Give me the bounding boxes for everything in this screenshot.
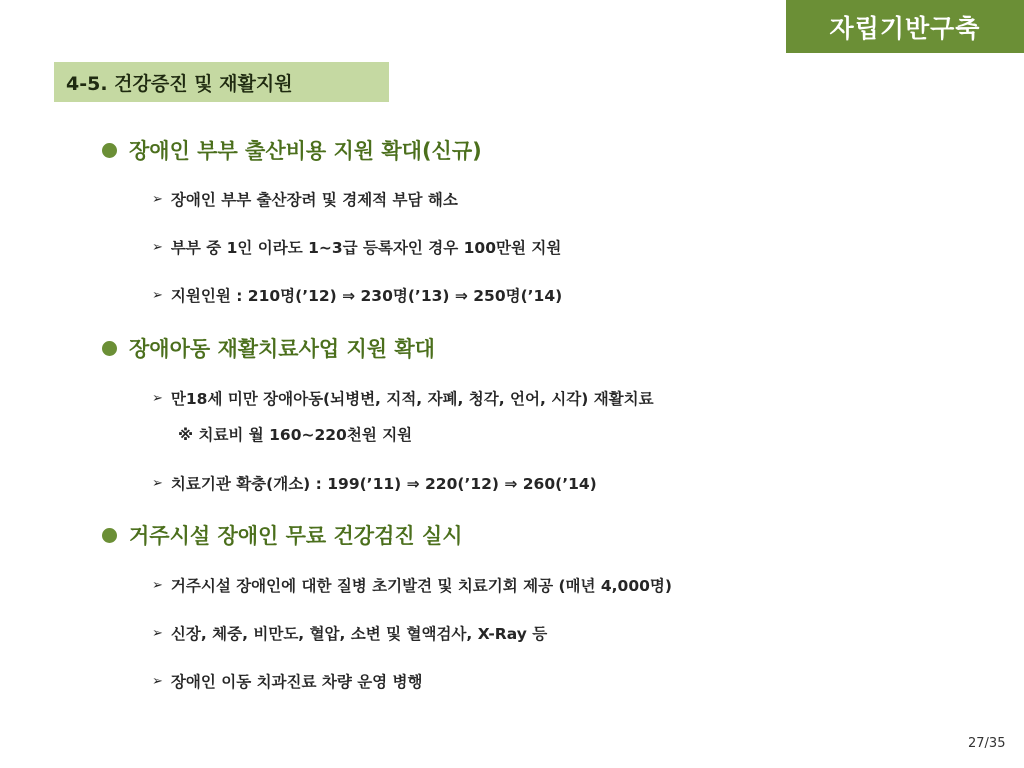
list-item <box>152 385 654 411</box>
list-item-text: 장애인 이동 치과진료 차량 운영 병행 <box>170 673 423 691</box>
section-header: 4-5. 건강증진 및 재활지원 <box>54 62 389 102</box>
arrow-bullet-icon: ➢ <box>152 673 163 689</box>
list-item-text: 치료기관 확충(개소) : 199(’11) ⇒ 220(’12) ⇒ 260(’14) <box>170 475 597 493</box>
list-item-text: 만18세 미만 장애아동(뇌병변, 지적, 자폐, 청각, 언어, 시각) 재활치료 <box>170 390 654 408</box>
bullet-dot-icon <box>102 143 117 158</box>
list-item-text: 장애인 부부 출산장려 및 경제적 부담 해소 <box>170 191 458 209</box>
bullet-title-text: 장애인 부부 출산비용 지원 확대(신규) <box>129 139 482 163</box>
list-item <box>152 234 561 260</box>
arrow-bullet-icon: ➢ <box>152 475 163 491</box>
arrow-bullet-icon: ➢ <box>152 239 163 255</box>
list-item-text: 부부 중 1인 이라도 1~3급 등록자인 경우 100만원 지원 <box>170 239 562 257</box>
list-item <box>152 620 547 646</box>
arrow-bullet-icon: ➢ <box>152 191 163 207</box>
corner-title: 자립기반구축 <box>786 0 1024 53</box>
bullet-dot-icon <box>102 341 117 356</box>
bullet-title-text: 거주시설 장애인 무료 건강검진 실시 <box>129 524 463 548</box>
bullet-title-3 <box>102 519 463 551</box>
bullet-title-text: 장애아동 재활치료사업 지원 확대 <box>129 337 435 361</box>
list-item <box>152 282 562 308</box>
list-item <box>152 572 672 598</box>
list-item-text: 신장, 체중, 비만도, 혈압, 소변 및 혈액검사, X-Ray 등 <box>170 625 548 643</box>
arrow-bullet-icon: ➢ <box>152 287 163 303</box>
list-item <box>152 470 597 496</box>
arrow-bullet-icon: ➢ <box>152 625 163 641</box>
bullet-title-1 <box>102 134 482 166</box>
bullet-title-2 <box>102 332 435 364</box>
bullet-dot-icon <box>102 528 117 543</box>
list-item-text: 지원인원 : 210명(’12) ⇒ 230명(’13) ⇒ 250명(’14) <box>170 287 563 305</box>
note-text: ※ 치료비 월 160~220천원 지원 <box>178 426 413 444</box>
list-item <box>152 186 458 212</box>
page-number: 27/35 <box>968 736 1006 751</box>
arrow-bullet-icon: ➢ <box>152 577 163 593</box>
list-item-text: 거주시설 장애인에 대한 질병 초기발견 및 치료기회 제공 (매년 4,000명) <box>170 577 672 595</box>
list-item <box>152 668 422 694</box>
arrow-bullet-icon: ➢ <box>152 390 163 406</box>
